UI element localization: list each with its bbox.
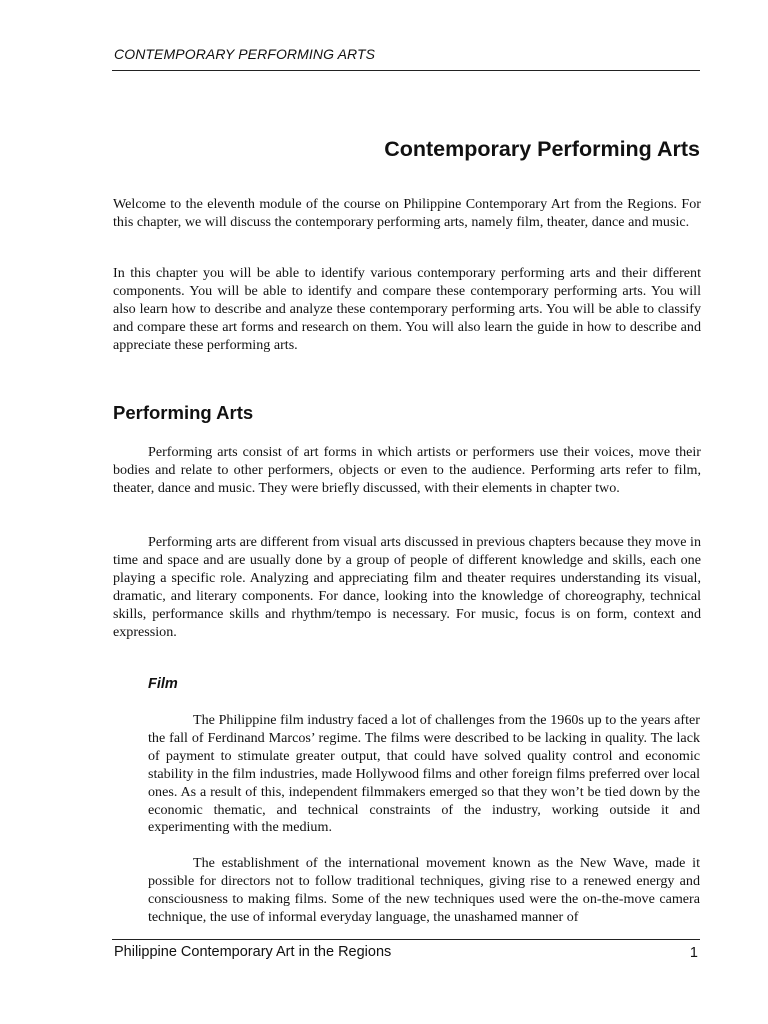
footer-divider <box>112 939 700 940</box>
film-paragraph-1: The Philippine film industry faced a lot of challenges from the 1960s up to the years after the fall of Ferdinand Marcos’ regime. The films were described to be lacking in quality. The lack of payment to stimulate greater output, that could have solved quality control and economic stability in the film industries, made Hollywood films and other foreign films preferred over local ones. As a result of this, independent filmmakers emerged so that they won’t be tied down by the economic thematic, and technical constraints of the industry, working outside it and experimenting with the medium. <box>148 712 700 836</box>
footer-course-title: Philippine Contemporary Art in the Regions <box>114 944 392 960</box>
page-title: Contemporary Performing Arts <box>384 137 700 161</box>
subheading-film: Film <box>148 676 178 692</box>
intro-paragraph-1: Welcome to the eleventh module of the course on Philippine Contemporary Art from the Regions. For this chapter, we will discuss the contemporary performing arts, namely film, theater, dance and music. <box>113 196 701 230</box>
running-header: CONTEMPORARY PERFORMING ARTS <box>114 46 376 62</box>
performing-arts-paragraph-1: Performing arts consist of art forms in which artists or performers use their voices, move their bodies and relate to other performers, objects or even to the audience. Performing arts refer to film, theater, dance and music. They were briefly discussed, with their elements in chapter two. <box>113 444 701 496</box>
page-number: 1 <box>689 945 698 961</box>
film-paragraph-2: The establishment of the international movement known as the New Wave, made it possible for directors not to follow traditional techniques, giving rise to a renewed energy and consciousness to making films. Some of the new techniques used were the on-the-move camera technique, the use of informal everyday language, the unashamed manner of <box>148 855 700 925</box>
performing-arts-paragraph-2: Performing arts are different from visual arts discussed in previous chapters because they move in time and space and are usually done by a group of people of different knowledge and skills, each one playing a specific role. Analyzing and appreciating film and theater requires understanding its visual, dramatic, and literary components. For dance, looking into the knowledge of choreography, technical skills, performance skills and rhythm/tempo is necessary. For music, focus is on form, context and expression. <box>113 534 701 640</box>
section-heading-performing-arts: Performing Arts <box>113 402 254 423</box>
header-divider <box>112 70 700 71</box>
intro-paragraph-2: In this chapter you will be able to identify various contemporary performing arts and their different components. You will be able to identify and compare these contemporary performing arts. You will also learn how to describe and analyze these contemporary performing arts. You will be able to classify and compare these art forms and research on them. You will also learn the guide in how to describe and appreciate these performing arts. <box>113 265 701 353</box>
